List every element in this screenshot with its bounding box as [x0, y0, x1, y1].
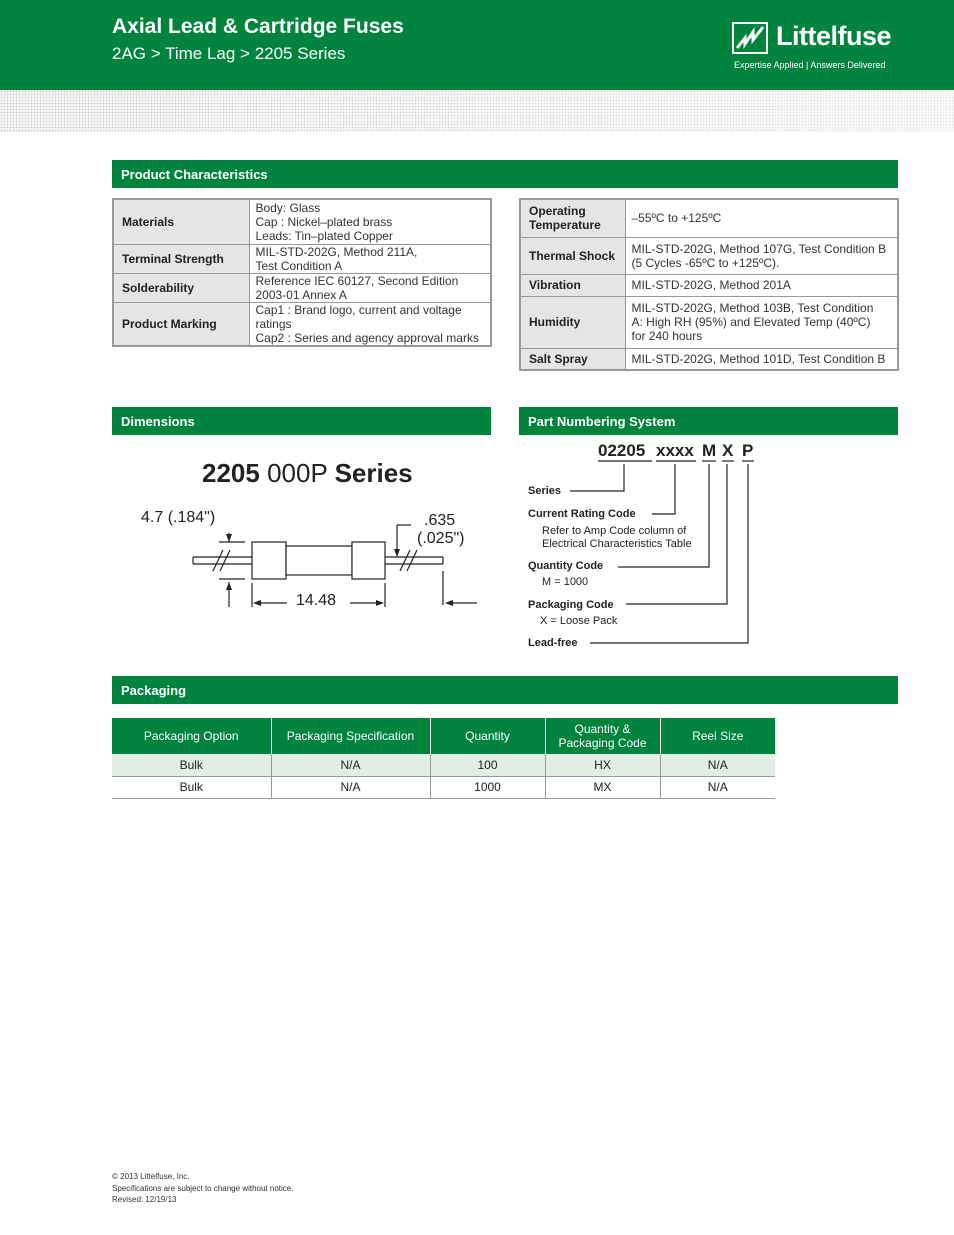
spec-key — [520, 237, 625, 274]
spec-key: Terminal Strength — [113, 244, 249, 273]
spec-key: Materials — [113, 199, 249, 244]
page-title: Axial Lead & Cartridge Fuses — [112, 15, 404, 38]
diameter-label: 4.7 (.184") — [141, 509, 216, 526]
packaging-header-cell — [430, 718, 545, 754]
spec-row — [520, 348, 898, 370]
table-cell: 100 — [430, 754, 545, 776]
spec-line: MIL-STD-202G, Method 103B, Test Condition — [631, 301, 874, 315]
spec-line: Body: Glass — [255, 200, 321, 215]
table-cell: Bulk — [112, 776, 271, 798]
logo-mark-icon — [732, 22, 768, 54]
length-label: 14.48 — [296, 592, 337, 609]
spec-line: for 240 hours — [631, 329, 703, 343]
littelfuse-logo — [732, 20, 902, 76]
spec-key: Product Marking — [113, 302, 249, 346]
series-word: Series — [334, 458, 413, 488]
spec-line: MIL-STD-202G, Method 201A — [631, 278, 791, 292]
dimensions-series-title — [202, 458, 413, 489]
spec-line: A: High RH (95%) and Elevated Temp (40ºC) — [631, 315, 871, 329]
packaging-header-cell — [112, 718, 271, 754]
copyright: © 2013 Littelfuse, Inc. — [112, 1172, 190, 1181]
header-line: Packaging Specification — [286, 729, 415, 743]
header-line: Reel Size — [692, 729, 744, 743]
spec-line: MIL-STD-202G, Method 101D, Test Condition B — [631, 351, 886, 366]
spec-line: Reference IEC 60127, Second Edition — [255, 273, 459, 288]
spec-value — [625, 237, 898, 274]
spec-row — [520, 199, 898, 237]
spec-row — [520, 296, 898, 348]
spec-value — [625, 274, 898, 296]
table-cell: N/A — [660, 754, 775, 776]
decorative-stripe-fade — [0, 90, 954, 132]
spec-value — [625, 348, 898, 370]
characteristics-table-right — [519, 198, 899, 371]
spec-line: Operating — [529, 204, 586, 219]
packaging-header-cell — [545, 718, 660, 754]
spec-row — [520, 237, 898, 274]
spec-line: ratings — [255, 316, 292, 331]
rating-desc-1: Refer to Amp Code column of — [542, 525, 687, 537]
spec-row — [113, 273, 491, 302]
page-footer — [112, 1171, 293, 1206]
spec-key — [520, 348, 625, 370]
spec-line: Salt Spray — [529, 351, 588, 366]
table-cell: 1000 — [430, 776, 545, 798]
spec-line: Cap : Nickel–plated brass — [255, 214, 393, 229]
spec-key — [520, 296, 625, 348]
table-row — [112, 776, 775, 798]
spec-line: Humidity — [529, 315, 581, 329]
section-part-numbering: Part Numbering System — [519, 407, 898, 435]
spec-key — [520, 274, 625, 296]
spec-line: Test Condition A — [255, 258, 343, 273]
packaging-header-cell — [271, 718, 430, 754]
spec-key — [520, 199, 625, 237]
spec-row — [113, 302, 491, 346]
spec-line: Leads: Tin–plated Copper — [255, 228, 393, 243]
spec-line: Thermal Shock — [529, 248, 616, 263]
spec-value — [625, 199, 898, 237]
section-product-characteristics: Product Characteristics — [112, 160, 898, 188]
header-line: Quantity — [465, 729, 510, 743]
table-cell: MX — [545, 776, 660, 798]
packaging-table — [112, 718, 775, 799]
code-packaging: X — [722, 441, 734, 460]
spec-line: 2003-01 Annex A — [255, 287, 347, 302]
spec-value — [249, 302, 491, 346]
characteristics-table-left — [112, 198, 492, 347]
header-line: Packaging Option — [143, 729, 239, 743]
breadcrumb: 2AG > Time Lag > 2205 Series — [112, 44, 346, 63]
table-cell: N/A — [271, 754, 430, 776]
leadfree-label: Lead-free — [528, 637, 578, 649]
spec-value — [249, 199, 491, 244]
series-suffix: 000P — [267, 458, 328, 488]
logo-tagline: Expertise Applied | Answers Delivered — [734, 60, 886, 70]
spec-value — [625, 296, 898, 348]
code-quantity: M — [702, 441, 717, 460]
quantity-code-desc: M = 1000 — [542, 576, 589, 588]
change-notice: Specifications are subject to change without notice. — [112, 1183, 294, 1193]
series-label: Series — [528, 485, 562, 497]
packaging-header-cell — [660, 718, 775, 754]
spec-value — [249, 273, 491, 302]
header-line: Quantity & — [574, 722, 631, 736]
table-cell: N/A — [271, 776, 430, 798]
table-row — [112, 754, 775, 776]
spec-line: MIL-STD-202G, Method 107G, Test Condition B — [631, 241, 887, 256]
table-cell: N/A — [660, 776, 775, 798]
table-cell: HX — [545, 754, 660, 776]
spec-key: Solderability — [113, 273, 249, 302]
quantity-code-label: Quantity Code — [528, 560, 604, 572]
spec-line: Vibration — [529, 278, 581, 292]
spec-line: Cap2 : Series and agency approval marks — [255, 330, 479, 345]
lead-diameter-label-1: .635 — [424, 512, 456, 529]
packaging-code-desc: X = Loose Pack — [540, 615, 618, 627]
spec-line: –55ºC to +125ºC — [631, 211, 722, 226]
spec-line: Cap1 : Brand logo, current and voltage — [255, 302, 462, 317]
revision-date: Revised: 12/19/13 — [112, 1195, 177, 1204]
header-line: Packaging Code — [558, 736, 647, 750]
logo-name: Littelfuse — [776, 21, 892, 51]
rating-desc-2: Electrical Characteristics Table — [542, 538, 692, 550]
spec-line: (5 Cycles -65ºC to +125ºC). — [631, 255, 780, 270]
spec-line: MIL-STD-202G, Method 211A, — [255, 244, 418, 259]
section-packaging: Packaging — [112, 676, 898, 704]
code-leadfree: P — [742, 441, 754, 460]
spec-row — [520, 274, 898, 296]
code-series: 02205 — [598, 441, 646, 460]
code-rating: xxxx — [656, 441, 694, 460]
spec-line: Temperature — [529, 218, 601, 233]
packaging-code-label: Packaging Code — [528, 599, 614, 611]
section-dimensions: Dimensions — [112, 407, 491, 435]
series-number: 2205 — [202, 458, 260, 488]
table-cell: Bulk — [112, 754, 271, 776]
lead-diameter-label-2: (.025") — [417, 530, 465, 547]
rating-label: Current Rating Code — [528, 508, 636, 520]
spec-value — [249, 244, 491, 273]
spec-row — [113, 199, 491, 244]
spec-row — [113, 244, 491, 273]
page-header — [0, 0, 954, 90]
